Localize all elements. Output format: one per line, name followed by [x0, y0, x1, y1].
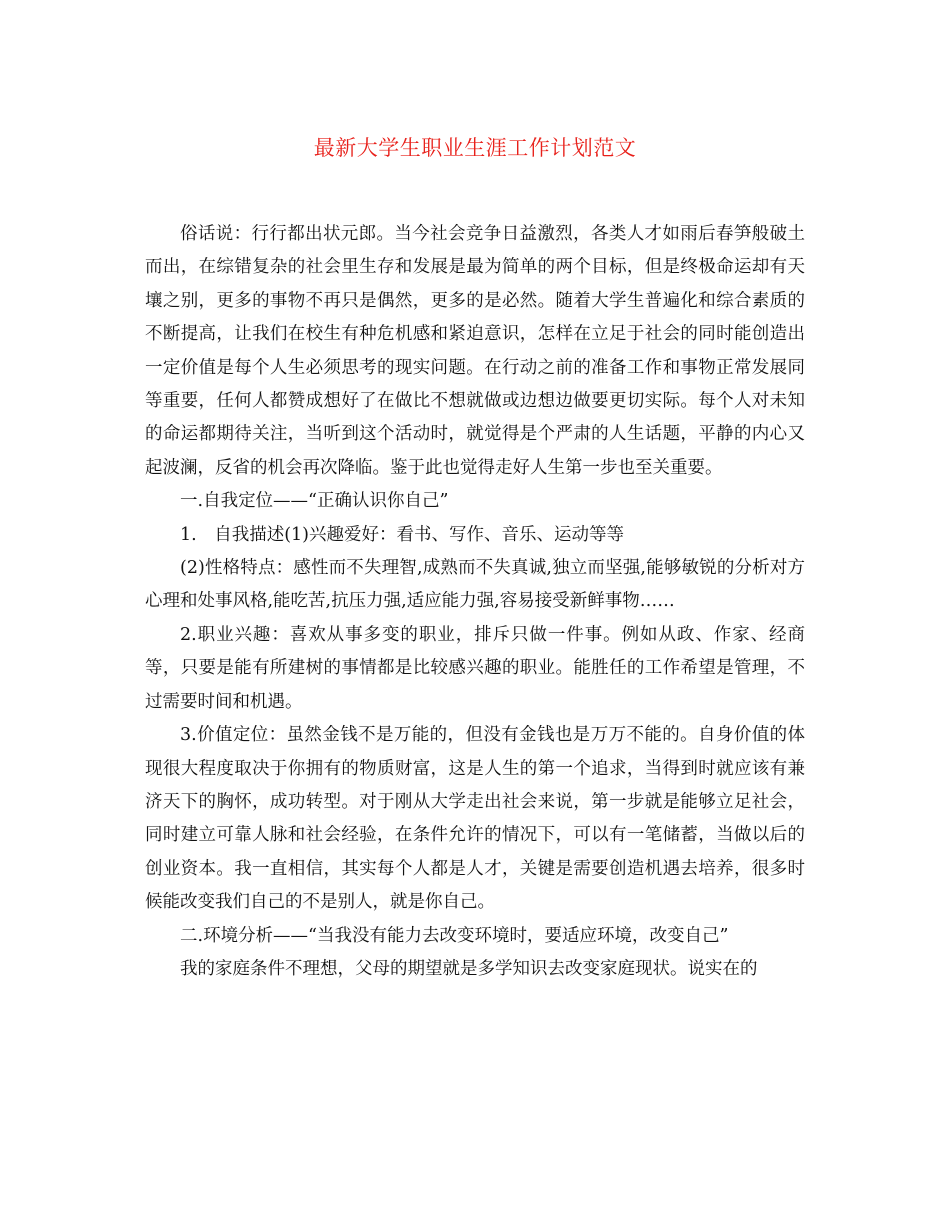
paragraph-personality: (2)性格特点：感性而不失理智,成熟而不失真诚,独立而坚强,能够敏锐的分析对方心理和处事风格,能吃苦,抗压力强,适应能力强,容易接受新鲜事物……: [145, 558, 805, 612]
document-title: 最新大学生职业生涯工作计划范文: [313, 136, 637, 160]
section-heading-self-positioning: 一.自我定位——“正确认识你自己”: [180, 491, 449, 512]
paragraph-intro: 俗话说：行行都出状元郎。当今社会竞争日益激烈，各类人才如雨后春笋般破土而出，在综错复杂的社会里生存和发展是最为简单的两个目标，但是终极命运却有天壤之别，更多的事物不再只是偶然，更多的是必然。随着大学生普遍化和综合素质的不断提高，让我们在校生有种危机感和紧迫意识，怎样在立足于社会的同时能创造出一定价值是每个人生必须思考的现实问题。在行动之前的准备工作和事物正常发展同等重要，任何人都赞成想好了在做比不想就做或边想边做要更切实际。每个人对未知的命运都期待关注，当听到这个活动时，就觉得是个严肃的人生话题，平静的内心又起波澜，反省的机会再次降临。鉴于此也觉得走好人生第一步也至关重要。: [145, 224, 805, 478]
document-body: [145, 218, 805, 986]
paragraph-value-positioning: 3.价值定位：虽然金钱不是万能的，但没有金钱也是万万不能的。自身价值的体现很大程度取决于你拥有的物质财富，这是人生的第一个追求，当得到时就应该有兼济天下的胸怀，成功转型。对于刚从大学走出社会来说，第一步就是能够立足社会，同时建立可靠人脉和社会经验，在条件允许的情况下，可以有一笔储蓄，当做以后的创业资本。我一直相信，其实每个人都是人才，关键是需要创造机遇去培养，很多时候能改变我们自己的不是别人，就是你自己。: [145, 725, 805, 913]
paragraph-family-conditions: 我的家庭条件不理想，父母的期望就是多学知识去改变家庭现状。说实在的: [180, 958, 758, 979]
section-heading-environment-analysis: 二.环境分析——“当我没有能力去改变环境时，要适应环境，改变自己”: [180, 925, 729, 946]
paragraph-self-description: 1. 自我描述(1)兴趣爱好：看书、写作、音乐、运动等等: [180, 524, 624, 545]
paragraph-career-interest: 2.职业兴趣：喜欢从事多变的职业，排斥只做一件事。例如从政、作家、经商等，只要是能有所建树的事情都是比较感兴趣的职业。能胜任的工作希望是管理，不过需要时间和机遇。: [145, 624, 805, 712]
